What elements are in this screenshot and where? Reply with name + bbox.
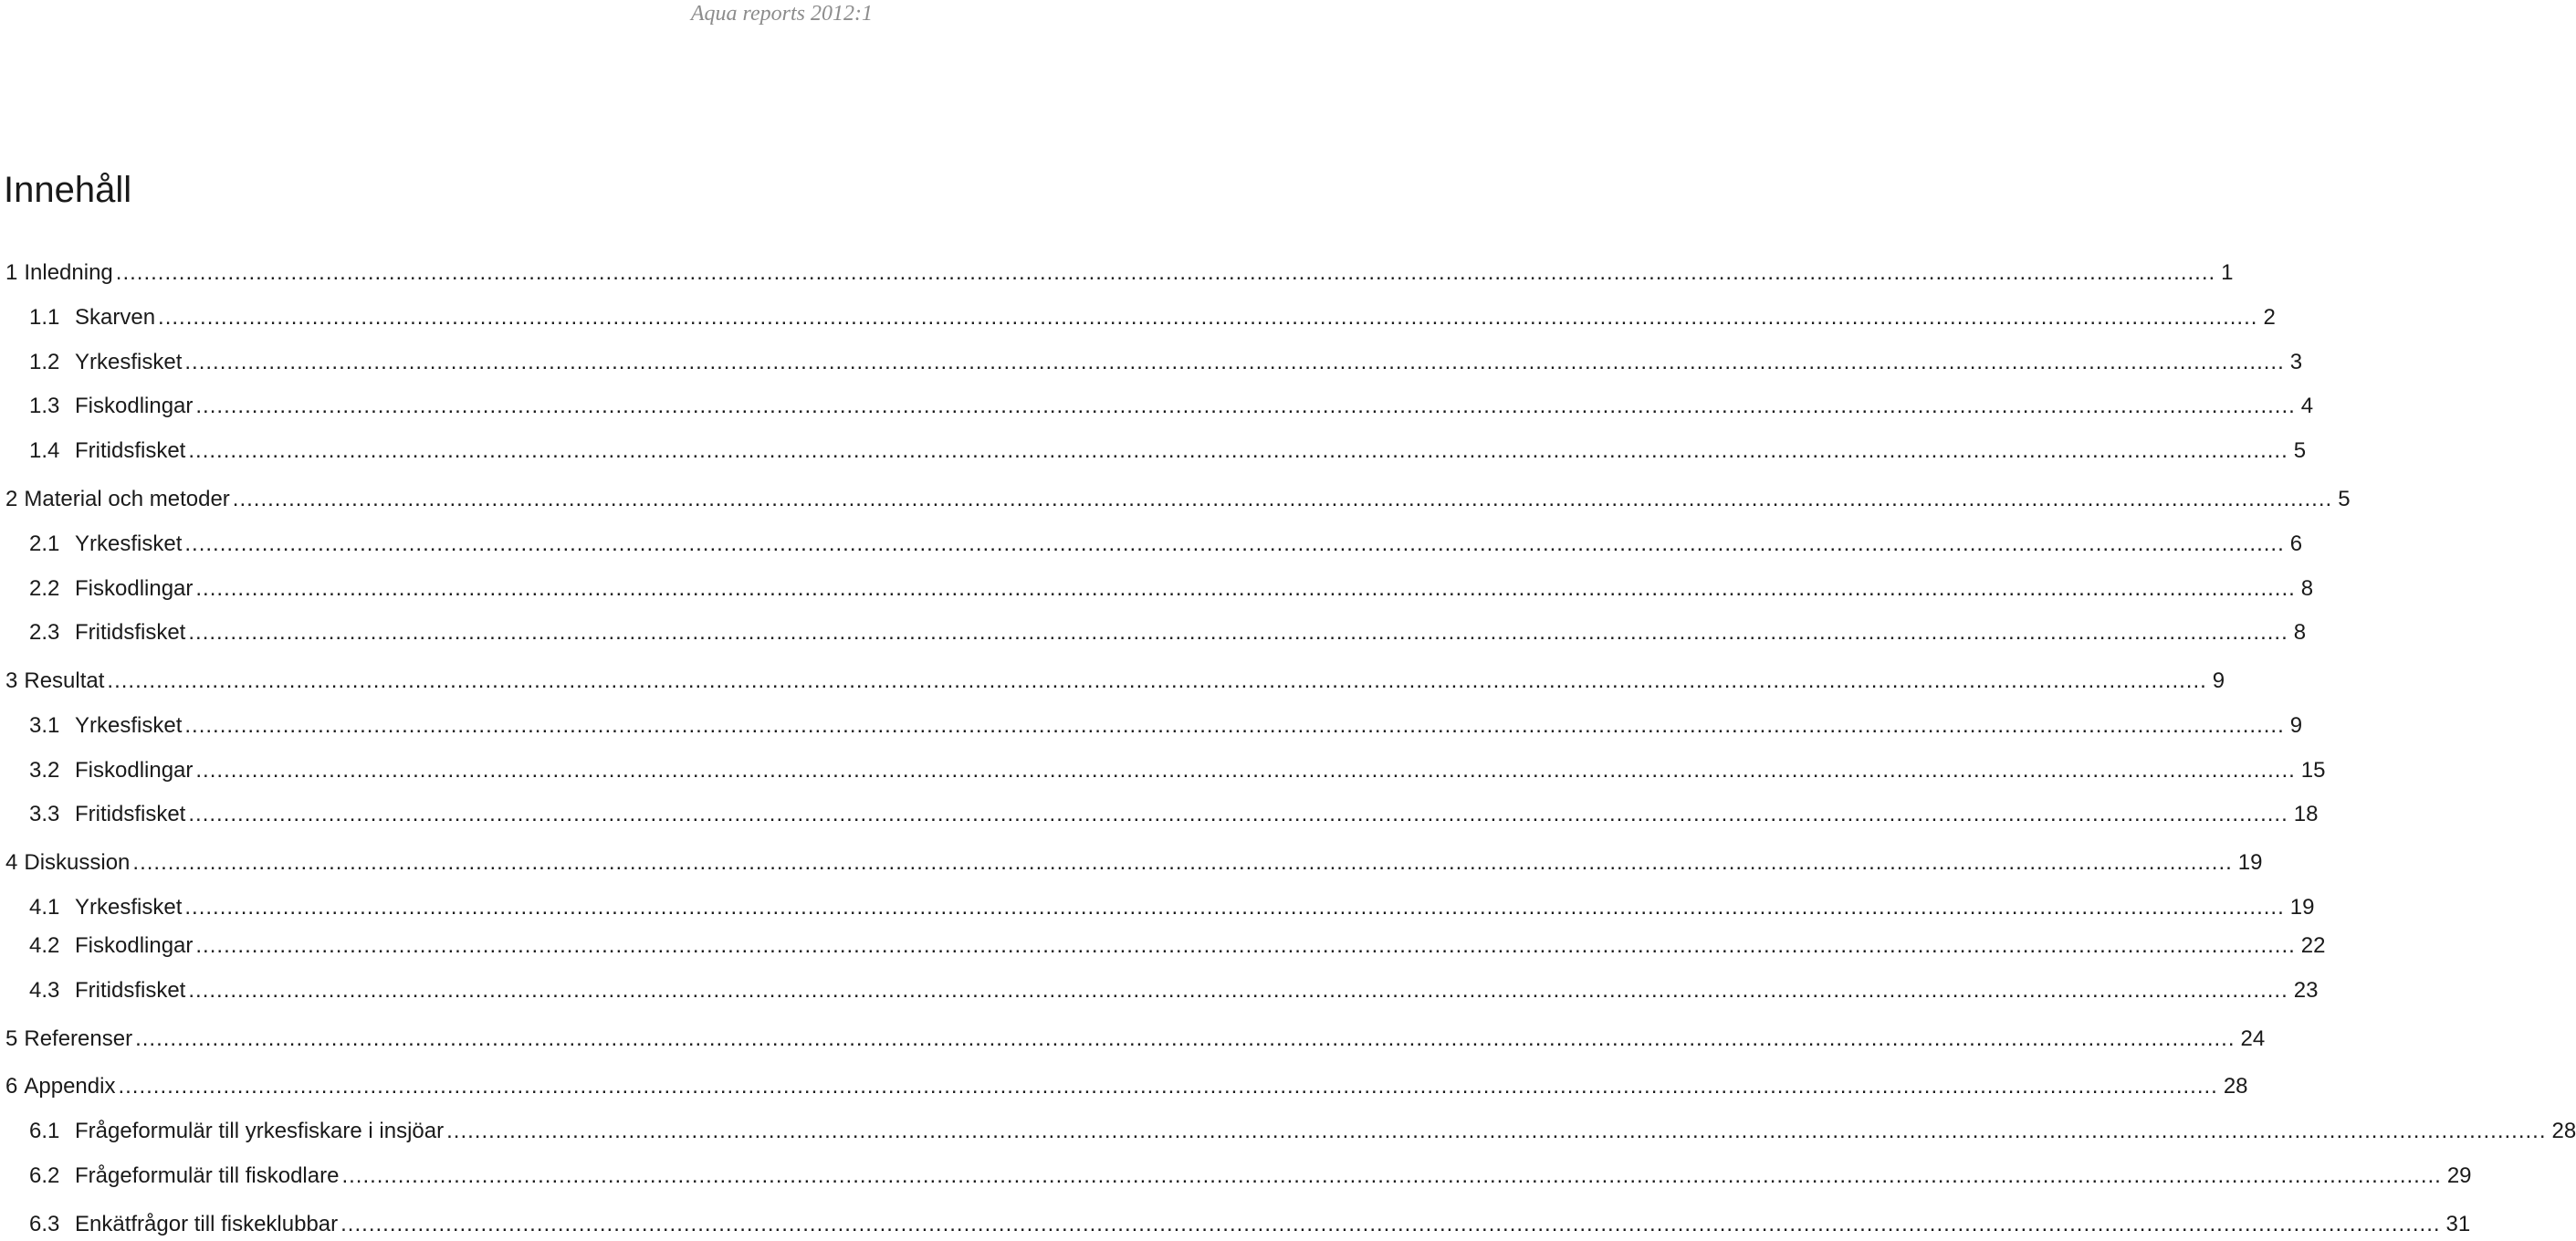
toc-entry-page: 8 (2293, 620, 2307, 645)
toc-entry-number: 6.2 (29, 1163, 60, 1188)
toc-entry-page: 29 (2446, 1163, 2472, 1188)
toc-dot-leader: ............................................................................................................................................................................................................................................................................................................ (340, 1212, 2441, 1236)
toc-entry-number: 2.2 (29, 576, 60, 601)
toc-dot-leader: ............................................................................................................................................................................................................................................................................................................ (195, 758, 2296, 783)
toc-dot-leader: ............................................................................................................................................................................................................................................................................................................ (188, 620, 2288, 645)
toc-entry-number: 4 (5, 850, 18, 875)
toc-entry-page: 24 (2240, 1026, 2266, 1051)
toc-entry[interactable] (29, 1117, 2576, 1146)
toc-entry-label: Fritidsfisket (75, 978, 186, 1003)
toc-entry[interactable] (29, 303, 2276, 332)
toc-dot-leader: ............................................................................................................................................................................................................................................................................................................ (188, 978, 2288, 1003)
toc-entry-label: Fritidsfisket (75, 438, 186, 463)
toc-entry-page: 31 (2445, 1212, 2471, 1236)
toc-entry[interactable] (29, 800, 2319, 829)
toc-dot-leader: ............................................................................................................................................................................................................................................................................................................ (118, 1074, 2218, 1099)
toc-entry-number: 1.3 (29, 394, 60, 418)
toc-entry-label: Yrkesfisket (75, 895, 183, 920)
toc-entry[interactable] (29, 348, 2303, 377)
running-header: Aqua reports 2012:1 (690, 2, 873, 26)
toc-dot-leader: ............................................................................................................................................................................................................................................................................................................ (188, 802, 2288, 826)
toc-entry-label: Material och metoder (24, 487, 230, 511)
toc-entry-page: 15 (2300, 758, 2326, 783)
toc-dot-leader: ............................................................................................................................................................................................................................................................................................................ (446, 1119, 2547, 1143)
toc-entry-label: Resultat (24, 668, 105, 693)
toc-entry-number: 1 (5, 260, 18, 285)
toc-entry-number: 1.1 (29, 305, 60, 330)
toc-entry[interactable] (5, 667, 2225, 696)
toc-entry-label: Inledning (24, 260, 113, 285)
toc-entry-number: 6.1 (29, 1119, 60, 1143)
toc-entry[interactable] (29, 436, 2307, 466)
toc-dot-leader: ............................................................................................................................................................................................................................................................................................................ (184, 350, 2285, 374)
toc-entry-label: Skarven (75, 305, 156, 330)
toc-entry-label: Frågeformulär till yrkesfiskare i insjöar (75, 1119, 445, 1143)
toc-entry-number: 1.4 (29, 438, 60, 463)
toc-entry[interactable] (29, 530, 2303, 559)
toc-entry-number: 5 (5, 1026, 18, 1051)
toc-entry[interactable] (29, 1162, 2472, 1191)
toc-entry-page: 23 (2293, 978, 2319, 1003)
toc-entry-label: Yrkesfisket (75, 713, 183, 738)
toc-dot-leader: ............................................................................................................................................................................................................................................................................................................ (195, 576, 2296, 601)
toc-entry-number: 4.3 (29, 978, 60, 1003)
toc-entry[interactable] (29, 756, 2326, 785)
toc-entry[interactable] (5, 1072, 2248, 1101)
toc-dot-leader: ............................................................................................................................................................................................................................................................................................................ (188, 438, 2288, 463)
toc-dot-leader: ............................................................................................................................................................................................................................................................................................................ (195, 394, 2296, 418)
toc-entry-label: Diskussion (24, 850, 131, 875)
toc-dot-leader: ............................................................................................................................................................................................................................................................................................................ (341, 1163, 2442, 1188)
toc-entry-page: 22 (2300, 933, 2326, 958)
toc-entry-number: 4.2 (29, 933, 60, 958)
toc-dot-leader: ............................................................................................................................................................................................................................................................................................................ (158, 305, 2258, 330)
toc-entry[interactable] (29, 931, 2326, 961)
toc-entry-number: 2.3 (29, 620, 60, 645)
toc-entry-label: Fiskodlingar (75, 576, 194, 601)
toc-entry[interactable] (29, 1210, 2471, 1239)
toc-dot-leader: ............................................................................................................................................................................................................................................................................................................ (184, 713, 2285, 738)
toc-entry-number: 2.1 (29, 531, 60, 556)
toc-entry-number: 3.3 (29, 802, 60, 826)
toc-dot-leader: ............................................................................................................................................................................................................................................................................................................ (135, 1026, 2236, 1051)
toc-dot-leader: ............................................................................................................................................................................................................................................................................................................ (107, 668, 2207, 693)
toc-entry-page: 4 (2300, 394, 2314, 418)
toc-entry-page: 9 (2289, 713, 2303, 738)
toc-entry-number: 6.3 (29, 1212, 60, 1236)
toc-entry[interactable] (29, 976, 2319, 1005)
toc-entry-label: Enkätfrågor till fiskeklubbar (75, 1212, 339, 1236)
toc-title: Innehåll (4, 170, 132, 210)
toc-entry[interactable] (5, 1025, 2266, 1054)
toc-entry-page: 18 (2293, 802, 2319, 826)
toc-entry-number: 3.2 (29, 758, 60, 783)
toc-dot-leader: ............................................................................................................................................................................................................................................................................................................ (132, 850, 2233, 875)
toc-dot-leader: ............................................................................................................................................................................................................................................................................................................ (184, 895, 2285, 920)
toc-entry-page: 1 (2221, 260, 2234, 285)
toc-entry[interactable] (29, 392, 2314, 421)
toc-entry[interactable] (5, 258, 2234, 288)
toc-dot-leader: ............................................................................................................................................................................................................................................................................................................ (184, 531, 2285, 556)
toc-entry-label: Fritidsfisket (75, 802, 186, 826)
toc-entry-label: Fiskodlingar (75, 394, 194, 418)
toc-entry-label: Fiskodlingar (75, 933, 194, 958)
toc-entry-page: 9 (2212, 668, 2225, 693)
toc-entry-number: 3 (5, 668, 18, 693)
toc-entry-page: 5 (2338, 487, 2351, 511)
toc-entry-page: 5 (2293, 438, 2307, 463)
toc-entry-page: 28 (2223, 1074, 2248, 1099)
toc-entry-page: 28 (2551, 1119, 2576, 1143)
toc-entry-page: 19 (2289, 895, 2315, 920)
toc-entry-label: Fritidsfisket (75, 620, 186, 645)
toc-entry-page: 3 (2289, 350, 2303, 374)
toc-entry-page: 6 (2289, 531, 2303, 556)
toc-dot-leader: ............................................................................................................................................................................................................................................................................................................ (232, 487, 2333, 511)
toc-entry-label: Yrkesfisket (75, 531, 183, 556)
toc-entry[interactable] (29, 574, 2314, 604)
toc-entry[interactable] (29, 893, 2315, 922)
toc-entry-label: Appendix (24, 1074, 116, 1099)
toc-entry[interactable] (29, 711, 2303, 741)
toc-entry-number: 1.2 (29, 350, 60, 374)
toc-dot-leader: ............................................................................................................................................................................................................................................................................................................ (195, 933, 2296, 958)
toc-entry[interactable] (5, 485, 2351, 514)
toc-entry-number: 3.1 (29, 713, 60, 738)
toc-entry-page: 8 (2300, 576, 2314, 601)
toc-entry-number: 4.1 (29, 895, 60, 920)
toc-entry-label: Frågeformulär till fiskodlare (75, 1163, 340, 1188)
toc-entry-page: 2 (2263, 305, 2276, 330)
toc-entry[interactable] (5, 848, 2263, 878)
toc-entry-number: 2 (5, 487, 18, 511)
toc-entry[interactable] (29, 618, 2307, 647)
toc-dot-leader: ............................................................................................................................................................................................................................................................................................................ (115, 260, 2216, 285)
toc-entry-label: Fiskodlingar (75, 758, 194, 783)
toc-entry-label: Yrkesfisket (75, 350, 183, 374)
toc-entry-label: Referenser (24, 1026, 133, 1051)
toc-entry-number: 6 (5, 1074, 18, 1099)
toc-entry-page: 19 (2237, 850, 2263, 875)
